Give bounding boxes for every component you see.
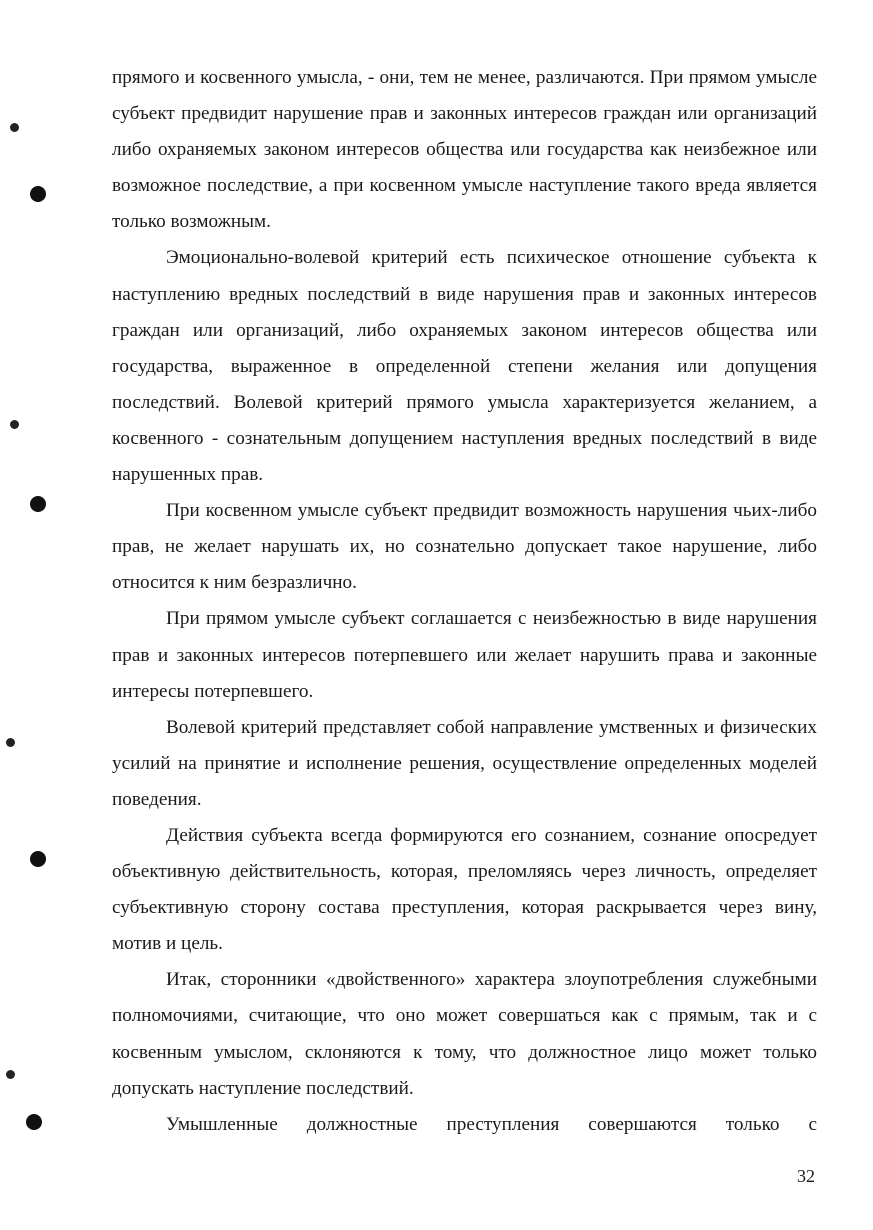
paragraph: При косвенном умысле субъект предвидит возможность нарушения чьих-либо прав, не желает нарушать их, но сознательно допускает такое нарушение, либо относится к ним безразлично. (112, 500, 817, 594)
binder-hole-mark (30, 496, 46, 512)
binder-hole-mark (30, 851, 46, 867)
binder-hole-mark (26, 1114, 42, 1130)
binder-hole-mark (6, 1070, 15, 1079)
binder-hole-mark (6, 738, 15, 747)
paragraph: прямого и косвенного умысла, - они, тем не менее, различаются. При прямом умысле субъект предвидит нарушение прав и законных интересов граждан или организаций либо охраняемых законом интересов общества или государства как неизбежное или возможное последствие, а при косвенном умысле наступление такого вреда является только возможным. (112, 67, 817, 233)
paragraph: При прямом умысле субъект соглашается с неизбежностью в виде нарушения прав и законных интересов потерпевшего или желает нарушить права и законные интересы потерпевшего. (112, 608, 817, 702)
paragraph: Умышленные должностные преступления совершаются только с (166, 1113, 817, 1135)
paragraph: Волевой критерий представляет собой направление умственных и физических усилий на принятие и исполнение решения, осуществление определенных моделей поведения. (112, 716, 817, 810)
binder-hole-mark (10, 123, 19, 132)
binder-hole-mark (10, 420, 19, 429)
binder-hole-mark (30, 186, 46, 202)
paragraph: Эмоционально-волевой критерий есть психическое отношение субъекта к наступлению вредных последствий в виде нарушения прав и законных интересов граждан или организаций, либо охраняемых законом интересов общества или государства, выраженное в определенной степени желания или допущения последствий. Волевой критерий прямого умысла характеризуется желанием, а косвенного - сознательным допущением наступления вредных последствий в виде нарушенных прав. (112, 247, 817, 486)
body-text (112, 60, 817, 1143)
paragraph: Действия субъекта всегда формируются его сознанием, сознание опосредует объективную действительность, которая, преломляясь через личность, определяет субъективную сторону состава преступления, которая раскрывается через вину, мотив и цель. (112, 824, 817, 955)
page-number: 32 (797, 1166, 815, 1186)
paragraph: Итак, сторонники «двойственного» характера злоупотребления служебными полномочиями, считающие, что оно может совершаться как с прямым, так и с косвенным умыслом, склоняются к тому, что должностное лицо может только допускать наступление последствий. (112, 969, 817, 1099)
